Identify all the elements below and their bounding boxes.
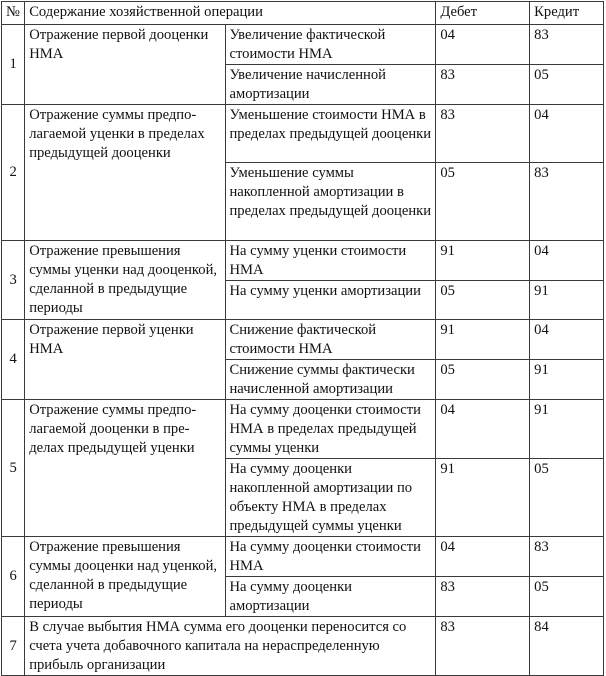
table-row — [2, 537, 604, 577]
entry-debit: 05 — [436, 163, 530, 241]
operation-cell: Отражение превышения суммы дооценки над уценкой, сделанной в предыдущие периоды — [25, 537, 225, 617]
entry-detail: Снижение суммы фактически начисленной амортизации — [225, 360, 436, 400]
entry-credit: 04 — [530, 241, 604, 281]
entry-detail: На сумму уценки стоимости НМА — [225, 241, 436, 281]
row-number: 1 — [2, 25, 25, 105]
entry-debit: 83 — [436, 617, 530, 676]
row-number: 3 — [2, 241, 25, 320]
entry-credit: 91 — [530, 360, 604, 400]
entry-credit: 05 — [530, 459, 604, 537]
operation-cell: Отражение первой дооценки НМА — [25, 25, 225, 105]
entry-detail: Уменьшение стоимости НМА в пределах предыдущей дооценки — [225, 105, 436, 163]
header-credit: Кредит — [530, 2, 604, 25]
header-num: № — [2, 2, 25, 25]
entry-detail: На сумму дооценки накопленной амортизации по объекту НМА в пределах предыдущей суммы уценки — [225, 459, 436, 537]
entry-detail: Увеличение начисленной амортизации — [225, 65, 436, 105]
operations-table — [1, 1, 604, 676]
entry-debit: 04 — [436, 537, 530, 577]
entry-debit: 05 — [436, 281, 530, 320]
entry-detail: На сумму уценки амортизации — [225, 281, 436, 320]
operation-cell: Отражение суммы предпо-лагаемой уценки в пределах предыдущей дооценки — [25, 105, 225, 241]
entry-credit: 91 — [530, 281, 604, 320]
table-row — [2, 320, 604, 360]
row-number: 6 — [2, 537, 25, 617]
entry-credit: 04 — [530, 105, 604, 163]
entry-credit: 83 — [530, 537, 604, 577]
entry-credit: 83 — [530, 25, 604, 65]
table-row — [2, 400, 604, 459]
entry-debit: 04 — [436, 25, 530, 65]
entry-credit: 05 — [530, 65, 604, 105]
row-number: 4 — [2, 320, 25, 400]
operation-cell: Отражение суммы предпо-лагаемой дооценки в пре-делах предыдущей уценки — [25, 400, 225, 537]
operation-cell: Отражение первой уценки НМА — [25, 320, 225, 400]
entry-detail: Снижение фактической стоимости НМА — [225, 320, 436, 360]
entry-credit: 84 — [530, 617, 604, 676]
table-row — [2, 25, 604, 65]
table-header-row — [2, 2, 604, 25]
entry-debit: 91 — [436, 320, 530, 360]
header-debit: Дебет — [436, 2, 530, 25]
row-number: 7 — [2, 617, 25, 676]
entry-debit: 83 — [436, 65, 530, 105]
entry-debit: 83 — [436, 105, 530, 163]
entry-credit: 04 — [530, 320, 604, 360]
operation-cell: Отражение превышения суммы уценки над дооценкой, сделанной в предыдущие периоды — [25, 241, 225, 320]
row-number: 5 — [2, 400, 25, 537]
table-row — [2, 241, 604, 281]
entry-detail: Увеличение фактической стоимости НМА — [225, 25, 436, 65]
entry-debit: 83 — [436, 577, 530, 617]
operation-cell: В случае выбытия НМА сумма его дооценки переносится со счета учета добавочного капитала на нераспределенную прибыль организации — [25, 617, 436, 676]
entry-detail: Уменьшение суммы накопленной амортизации в пределах предыдущей дооценки — [225, 163, 436, 241]
entry-debit: 04 — [436, 400, 530, 459]
entry-detail: На сумму дооценки стоимости НМА — [225, 537, 436, 577]
entry-credit: 05 — [530, 577, 604, 617]
entry-detail: На сумму дооценки стоимости НМА в пределах предыдущей суммы уценки — [225, 400, 436, 459]
entry-debit: 91 — [436, 459, 530, 537]
entry-detail: На сумму дооценки амортизации — [225, 577, 436, 617]
entry-debit: 05 — [436, 360, 530, 400]
row-number: 2 — [2, 105, 25, 241]
header-content: Содержание хозяйственной операции — [25, 2, 436, 25]
entry-credit: 91 — [530, 400, 604, 459]
entry-debit: 91 — [436, 241, 530, 281]
table-row — [2, 105, 604, 163]
entry-credit: 83 — [530, 163, 604, 241]
